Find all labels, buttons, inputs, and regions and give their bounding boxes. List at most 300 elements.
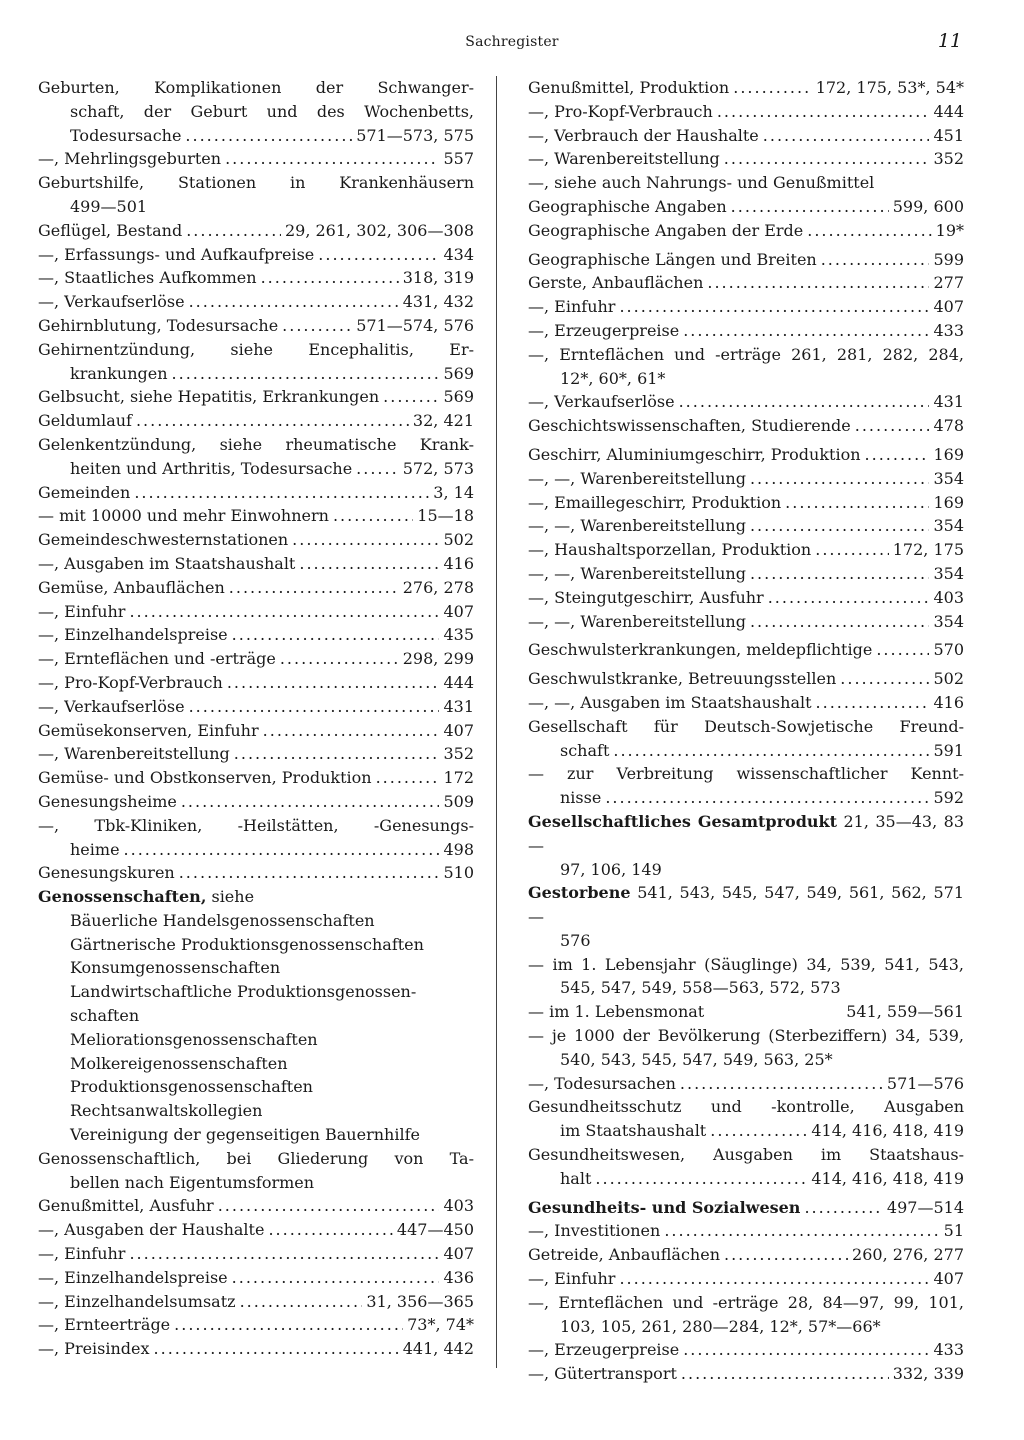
index-term: nisse xyxy=(560,788,602,808)
index-entry xyxy=(528,586,964,610)
index-entry xyxy=(528,1219,964,1243)
leader-dots xyxy=(710,1119,807,1143)
index-term: Geographische Längen und Breiten xyxy=(528,249,817,269)
index-term: —, Todesursachen xyxy=(528,1073,676,1093)
index-line-rest: siehe xyxy=(206,887,255,907)
page-refs: 510 xyxy=(443,863,474,883)
index-term: —, —, Warenbereitstellung xyxy=(528,468,746,488)
index-entry xyxy=(38,766,474,790)
index-line: 499—501 xyxy=(70,196,148,216)
index-term: —, —, Ausgaben im Staatshaushalt xyxy=(528,692,812,712)
index-entry xyxy=(38,1266,474,1290)
index-line: 12*, 60*, 61* xyxy=(560,368,666,388)
page-refs: 354 xyxy=(933,468,964,488)
page-refs: 172, 175, 53*, 54* xyxy=(815,78,964,97)
leader-dots xyxy=(750,467,930,491)
index-entry xyxy=(528,100,964,124)
leader-dots xyxy=(821,248,930,272)
leader-dots xyxy=(840,667,929,691)
page-refs: 414, 416, 418, 419 xyxy=(811,1121,964,1141)
index-entry xyxy=(38,742,474,766)
index-entry xyxy=(38,1313,474,1337)
page-refs: 172 xyxy=(443,768,474,788)
index-term: Gemeindeschwesternstationen xyxy=(38,530,289,550)
index-entry xyxy=(38,528,474,552)
index-entry xyxy=(38,481,474,505)
index-entry xyxy=(528,1362,964,1386)
page-refs: 571—573, 575 xyxy=(356,125,474,145)
index-line: Gesundheitsschutz und -kontrolle, Ausgaben xyxy=(528,1097,964,1117)
index-term: Genußmittel, Ausfuhr xyxy=(38,1196,214,1216)
index-entry xyxy=(528,667,964,691)
index-term: Geschwulsterkrankungen, meldepflichtige xyxy=(528,640,873,660)
page-refs: 32, 421 xyxy=(412,411,474,431)
page-refs: 434 xyxy=(443,244,474,264)
index-line: 545, 547, 549, 558—563, 572, 573 xyxy=(560,978,841,998)
index-line: Gehirnentzündung, siehe Encephalitis, Er- xyxy=(38,339,474,359)
index-term: Gemüsekonserven, Einfuhr xyxy=(38,720,259,740)
leader-dots xyxy=(679,390,930,414)
index-term: Genesungsheime xyxy=(38,791,177,811)
leader-dots xyxy=(865,443,930,467)
index-entry xyxy=(38,1242,474,1266)
index-entry xyxy=(38,124,474,148)
index-line-rest: 21, 35—43, 83— xyxy=(528,811,964,855)
leader-dots xyxy=(807,219,931,243)
index-term: —, Erfassungs- und Aufkaufpreise xyxy=(38,244,315,264)
index-line xyxy=(38,885,474,909)
page-refs: 318, 319 xyxy=(402,268,474,288)
index-term: —, Verkaufserlöse xyxy=(38,292,185,312)
leader-dots xyxy=(619,295,929,319)
page-refs: 354 xyxy=(933,516,964,536)
leader-dots xyxy=(234,742,440,766)
leader-dots xyxy=(225,147,439,171)
page-refs: 407 xyxy=(933,1269,964,1289)
page-refs: 407 xyxy=(933,297,964,317)
index-line: Meliorationsgenossenschaften xyxy=(70,1029,318,1049)
leader-dots xyxy=(179,861,440,885)
page-refs: 502 xyxy=(443,530,474,550)
index-entry xyxy=(528,295,964,319)
index-line: Gesellschaft für Deutsch-Sowjetische Freund- xyxy=(528,716,964,736)
index-term: Getreide, Anbauflächen xyxy=(528,1245,720,1265)
index-entry xyxy=(38,1194,474,1218)
leader-dots xyxy=(229,576,399,600)
page-refs: 592 xyxy=(933,788,964,808)
leader-dots xyxy=(280,647,399,671)
index-entry xyxy=(528,739,964,763)
index-entry xyxy=(528,248,964,272)
index-term: schaft xyxy=(560,740,610,760)
index-entry xyxy=(528,271,964,295)
index-entry xyxy=(528,1196,964,1220)
index-term: —, Verkaufserlöse xyxy=(528,392,675,412)
index-line: Landwirtschaftliche Produktionsgenossen- xyxy=(70,982,417,1002)
page-refs: 169 xyxy=(933,444,964,464)
index-term: — im 1. Lebensmonat xyxy=(528,1002,705,1022)
index-entry xyxy=(528,786,964,810)
index-term: heime xyxy=(70,839,120,859)
page-refs: 557 xyxy=(443,149,474,169)
index-entry xyxy=(38,1337,474,1361)
leader-dots xyxy=(815,538,889,562)
leader-dots xyxy=(613,739,929,763)
index-term: heiten und Arthritis, Todesursache xyxy=(70,458,353,478)
index-term: Genesungskuren xyxy=(38,863,175,883)
leader-dots xyxy=(750,562,930,586)
leader-dots xyxy=(282,314,352,338)
page-refs: 591 xyxy=(933,740,964,760)
leader-dots xyxy=(129,600,439,624)
index-term: Geographische Angaben xyxy=(528,196,727,216)
index-line: Gärtnerische Produktionsgenossenschaften xyxy=(70,934,424,954)
index-term: —, Verkaufserlöse xyxy=(38,696,185,716)
index-term: halt xyxy=(560,1168,592,1188)
index-term: —, Haushaltsporzellan, Produktion xyxy=(528,540,812,560)
page-refs: 172, 175 xyxy=(892,540,964,560)
page-refs: 15—18 xyxy=(417,506,474,526)
index-term: —, —, Warenbereitstellung xyxy=(528,611,746,631)
index-entry xyxy=(38,1290,474,1314)
index-term: Gehirnblutung, Todesursache xyxy=(38,315,279,335)
index-term: im Staatshaushalt xyxy=(560,1121,707,1141)
page-refs: 451 xyxy=(933,125,964,145)
page-refs: 31, 356—365 xyxy=(366,1291,474,1311)
index-entry xyxy=(528,147,964,171)
index-line: 103, 105, 261, 280—284, 12*, 57*—66* xyxy=(560,1316,881,1336)
leader-dots xyxy=(218,1194,440,1218)
index-term: —, Ausgaben im Staatshaushalt xyxy=(38,553,296,573)
index-term: —, Pro-Kopf-Verbrauch xyxy=(38,672,223,692)
index-term: —, Investitionen xyxy=(528,1221,661,1241)
page-refs: 599 xyxy=(933,249,964,269)
leader-dots xyxy=(232,1266,440,1290)
leader-dots xyxy=(683,319,929,343)
page-refs: 431, 432 xyxy=(402,292,474,312)
index-headword: Gestorbene xyxy=(528,883,631,903)
leader-dots xyxy=(733,76,811,100)
index-entry xyxy=(528,1119,964,1143)
index-line: Produktionsgenossenschaften xyxy=(70,1077,313,1097)
page-refs: 569 xyxy=(443,363,474,383)
page-refs: 441, 442 xyxy=(402,1339,474,1359)
leader-dots xyxy=(750,514,930,538)
page-refs: 497—514 xyxy=(886,1197,964,1217)
index-term: krankungen xyxy=(70,363,168,383)
index-term: —, Gütertransport xyxy=(528,1364,677,1384)
page-refs: 352 xyxy=(443,744,474,764)
page-refs: 51 xyxy=(943,1221,964,1241)
leader-dots xyxy=(804,1196,882,1220)
index-entry xyxy=(528,195,964,219)
index-entry xyxy=(528,610,964,634)
leader-dots xyxy=(376,766,440,790)
leader-dots xyxy=(134,481,429,505)
leader-dots xyxy=(189,695,440,719)
page-refs: 73*, 74* xyxy=(407,1315,474,1335)
leader-dots xyxy=(185,124,352,148)
leader-dots xyxy=(724,1243,848,1267)
page-refs: 570 xyxy=(933,640,964,660)
page-refs: 502 xyxy=(933,669,964,689)
index-entry xyxy=(38,790,474,814)
index-entry xyxy=(38,219,474,243)
index-term: —, Ausgaben der Haushalte xyxy=(38,1220,265,1240)
leader-dots xyxy=(683,1338,929,1362)
page-refs: 276, 278 xyxy=(402,577,474,597)
index-entry xyxy=(528,1167,964,1191)
index-term: Gemüse, Anbauflächen xyxy=(38,577,225,597)
leader-dots xyxy=(707,271,929,295)
index-term: Geographische Angaben der Erde xyxy=(528,220,804,240)
index-term: —, Einfuhr xyxy=(38,601,126,621)
page-refs: 407 xyxy=(443,1244,474,1264)
leader-dots xyxy=(763,124,930,148)
index-term: —, Ernteflächen und -erträge xyxy=(38,649,276,669)
leader-dots xyxy=(268,1218,392,1242)
page-refs: 541, 559—561 xyxy=(846,1002,964,1022)
page-refs: 431 xyxy=(933,392,964,412)
index-line: —, Ernteflächen und -erträge 28, 84—97, 99, 101, xyxy=(528,1292,964,1312)
index-headword: Gesellschaftliches Gesamtprodukt xyxy=(528,811,837,831)
index-line: Konsumgenossenschaften xyxy=(70,958,281,978)
page-refs: 407 xyxy=(443,601,474,621)
index-line: Gesundheitswesen, Ausgaben im Staatshaus- xyxy=(528,1145,964,1165)
index-entry xyxy=(528,1000,964,1024)
index-line: Genossenschaftlich, bei Gliederung von Ta- xyxy=(38,1148,474,1168)
index-entry xyxy=(38,243,474,267)
leader-dots xyxy=(124,838,440,862)
page-refs: 436 xyxy=(443,1267,474,1287)
index-line: Geburtshilfe, Stationen in Krankenhäusern xyxy=(38,173,474,193)
index-line: 540, 543, 545, 547, 549, 563, 25* xyxy=(560,1049,833,1069)
index-term: Todesursache xyxy=(70,125,182,145)
page-refs: 433 xyxy=(933,1340,964,1360)
index-term: —, Warenbereitstellung xyxy=(38,744,230,764)
leader-dots xyxy=(240,1290,363,1314)
index-entry xyxy=(528,443,964,467)
index-term: —, Einzelhandelspreise xyxy=(38,625,228,645)
index-entry xyxy=(38,290,474,314)
page-refs: 599, 600 xyxy=(892,196,964,216)
index-line: — im 1. Lebensjahr (Säuglinge) 34, 539, 541, 543, xyxy=(528,954,964,974)
index-term: Geldumlauf xyxy=(38,411,132,431)
index-term: —, —, Warenbereitstellung xyxy=(528,563,746,583)
index-line: Geburten, Komplikationen der Schwanger- xyxy=(38,78,474,97)
index-line xyxy=(528,881,964,929)
index-entry xyxy=(528,124,964,148)
leader-dots xyxy=(154,1337,399,1361)
page-refs: 414, 416, 418, 419 xyxy=(811,1168,964,1188)
page-refs: 260, 276, 277 xyxy=(852,1245,964,1265)
page-refs: 352 xyxy=(933,149,964,169)
page-refs: 572, 573 xyxy=(402,458,474,478)
page-number: 11 xyxy=(937,30,962,52)
page-refs: 433 xyxy=(933,320,964,340)
index-entry xyxy=(528,76,964,100)
index-line: Bäuerliche Handelsgenossenschaften xyxy=(70,910,375,930)
index-column-left xyxy=(38,76,474,1361)
index-line: Rechtsanwaltskollegien xyxy=(70,1101,263,1121)
index-headword: Genossenschaften, xyxy=(38,887,207,907)
index-term: —, Ernteerträge xyxy=(38,1315,171,1335)
page-refs: 444 xyxy=(443,672,474,692)
index-entry xyxy=(38,457,474,481)
page-refs: 29, 261, 302, 306—308 xyxy=(284,220,474,240)
index-line: schaft, der Geburt und des Wochenbetts, xyxy=(70,101,474,121)
index-term: Gemüse- und Obstkonserven, Produktion xyxy=(38,768,372,788)
leader-dots xyxy=(664,1219,939,1243)
index-term: —, Mehrlingsgeburten xyxy=(38,149,222,169)
leader-dots xyxy=(750,610,930,634)
column-divider xyxy=(496,76,497,1368)
page-refs: 571—576 xyxy=(886,1073,964,1093)
index-term: —, Einzelhandelsumsatz xyxy=(38,1291,236,1311)
index-term: —, Erzeugerpreise xyxy=(528,1340,680,1360)
page-refs: 571—574, 576 xyxy=(356,315,474,335)
index-line: —, siehe auch Nahrungs- und Genußmittel xyxy=(528,173,875,193)
index-line: Vereinigung der gegenseitigen Bauernhilfe xyxy=(70,1125,420,1145)
index-line: 576 xyxy=(560,930,591,950)
page-refs: 332, 339 xyxy=(892,1364,964,1384)
index-line: — je 1000 der Bevölkerung (Sterbeziffern) 34, 539, xyxy=(528,1026,964,1046)
leader-dots xyxy=(816,691,930,715)
page-refs: 3, 14 xyxy=(433,482,474,502)
page-refs: 416 xyxy=(443,553,474,573)
index-entry xyxy=(38,385,474,409)
leader-dots xyxy=(333,504,413,528)
index-entry xyxy=(38,266,474,290)
leader-dots xyxy=(189,290,399,314)
page-refs: 19* xyxy=(935,220,964,240)
index-term: — mit 10000 und mehr Einwohnern xyxy=(38,506,329,526)
leader-dots xyxy=(383,385,439,409)
leader-dots xyxy=(261,266,399,290)
leader-dots xyxy=(681,1362,889,1386)
page-refs: 431 xyxy=(443,696,474,716)
leader-dots xyxy=(292,528,439,552)
index-entry xyxy=(528,1072,964,1096)
index-line xyxy=(528,810,964,858)
page-refs: 447—450 xyxy=(396,1220,474,1240)
page-refs: 169 xyxy=(933,492,964,512)
index-entry xyxy=(528,491,964,515)
index-entry xyxy=(528,514,964,538)
index-line: 97, 106, 149 xyxy=(560,859,662,879)
index-term: —, Einfuhr xyxy=(528,1269,616,1289)
page-refs: 498 xyxy=(443,839,474,859)
page-refs: 435 xyxy=(443,625,474,645)
page-refs: 509 xyxy=(443,791,474,811)
index-entry xyxy=(528,638,964,662)
leader-dots xyxy=(232,623,440,647)
index-entry xyxy=(528,319,964,343)
leader-dots xyxy=(227,671,440,695)
leader-dots xyxy=(129,1242,439,1266)
page-refs: 277 xyxy=(933,273,964,293)
index-term: —, Warenbereitstellung xyxy=(528,149,720,169)
index-term: Geschichtswissenschaften, Studierende xyxy=(528,416,851,436)
index-term: Geflügel, Bestand xyxy=(38,220,183,240)
index-entry xyxy=(38,695,474,719)
index-column-right xyxy=(528,76,964,1386)
index-entry xyxy=(528,219,964,243)
index-term: —, Einfuhr xyxy=(528,297,616,317)
index-entry xyxy=(38,409,474,433)
index-entry xyxy=(528,562,964,586)
index-entry xyxy=(528,538,964,562)
leader-dots xyxy=(768,586,930,610)
leader-dots xyxy=(356,457,399,481)
leader-dots xyxy=(605,786,929,810)
index-term: Genußmittel, Produktion xyxy=(528,78,730,97)
leader-dots xyxy=(619,1267,929,1291)
leader-dots xyxy=(855,414,930,438)
leader-dots xyxy=(717,100,930,124)
index-entry xyxy=(38,647,474,671)
index-entry xyxy=(528,390,964,414)
index-entry xyxy=(38,623,474,647)
index-entry xyxy=(528,1338,964,1362)
leader-dots xyxy=(174,1313,403,1337)
page-refs: 354 xyxy=(933,563,964,583)
index-entry xyxy=(528,1243,964,1267)
leader-dots xyxy=(136,409,409,433)
index-line: —, Tbk-Kliniken, -Heilstätten, -Genesungs- xyxy=(38,815,474,835)
index-entry xyxy=(528,691,964,715)
index-term: —, Einzelhandelspreise xyxy=(38,1267,228,1287)
running-header: Sachregister xyxy=(465,34,559,50)
page-refs: 569 xyxy=(443,387,474,407)
page-refs: 298, 299 xyxy=(402,649,474,669)
index-entry xyxy=(528,467,964,491)
index-term: —, Einfuhr xyxy=(38,1244,126,1264)
page-refs: 444 xyxy=(933,101,964,121)
index-line: —, Ernteflächen und -erträge 261, 281, 282, 284, xyxy=(528,344,964,364)
leader-dots xyxy=(785,491,929,515)
index-entry xyxy=(38,600,474,624)
leader-dots xyxy=(263,719,440,743)
index-entry xyxy=(38,719,474,743)
index-term: —, Steingutgeschirr, Ausfuhr xyxy=(528,587,764,607)
index-term: Geschwulstkranke, Betreuungsstellen xyxy=(528,669,837,689)
index-entry xyxy=(38,576,474,600)
page-refs: 403 xyxy=(933,587,964,607)
index-entry xyxy=(38,1218,474,1242)
leader-dots xyxy=(595,1167,807,1191)
leader-dots xyxy=(680,1072,883,1096)
leader-dots xyxy=(181,790,440,814)
index-line: Molkereigenossenschaften xyxy=(70,1053,288,1073)
index-term: —, —, Warenbereitstellung xyxy=(528,516,746,536)
index-term: Gemeinden xyxy=(38,482,131,502)
index-line-rest: 541, 543, 545, 547, 549, 561, 562, 571— xyxy=(528,883,964,927)
index-entry xyxy=(38,362,474,386)
leader-dots xyxy=(724,147,930,171)
index-line: schaften xyxy=(70,1006,140,1026)
index-term: Gelbsucht, siehe Hepatitis, Erkrankungen xyxy=(38,387,380,407)
page-refs: 416 xyxy=(933,692,964,712)
index-term: —, Verbrauch der Haushalte xyxy=(528,125,759,145)
index-term: —, Erzeugerpreise xyxy=(528,320,680,340)
page-refs: 478 xyxy=(933,416,964,436)
index-entry xyxy=(38,552,474,576)
index-entry xyxy=(38,861,474,885)
leader-dots xyxy=(172,362,440,386)
index-term: Gesundheits- und Sozialwesen xyxy=(528,1197,801,1217)
leader-dots xyxy=(731,195,889,219)
